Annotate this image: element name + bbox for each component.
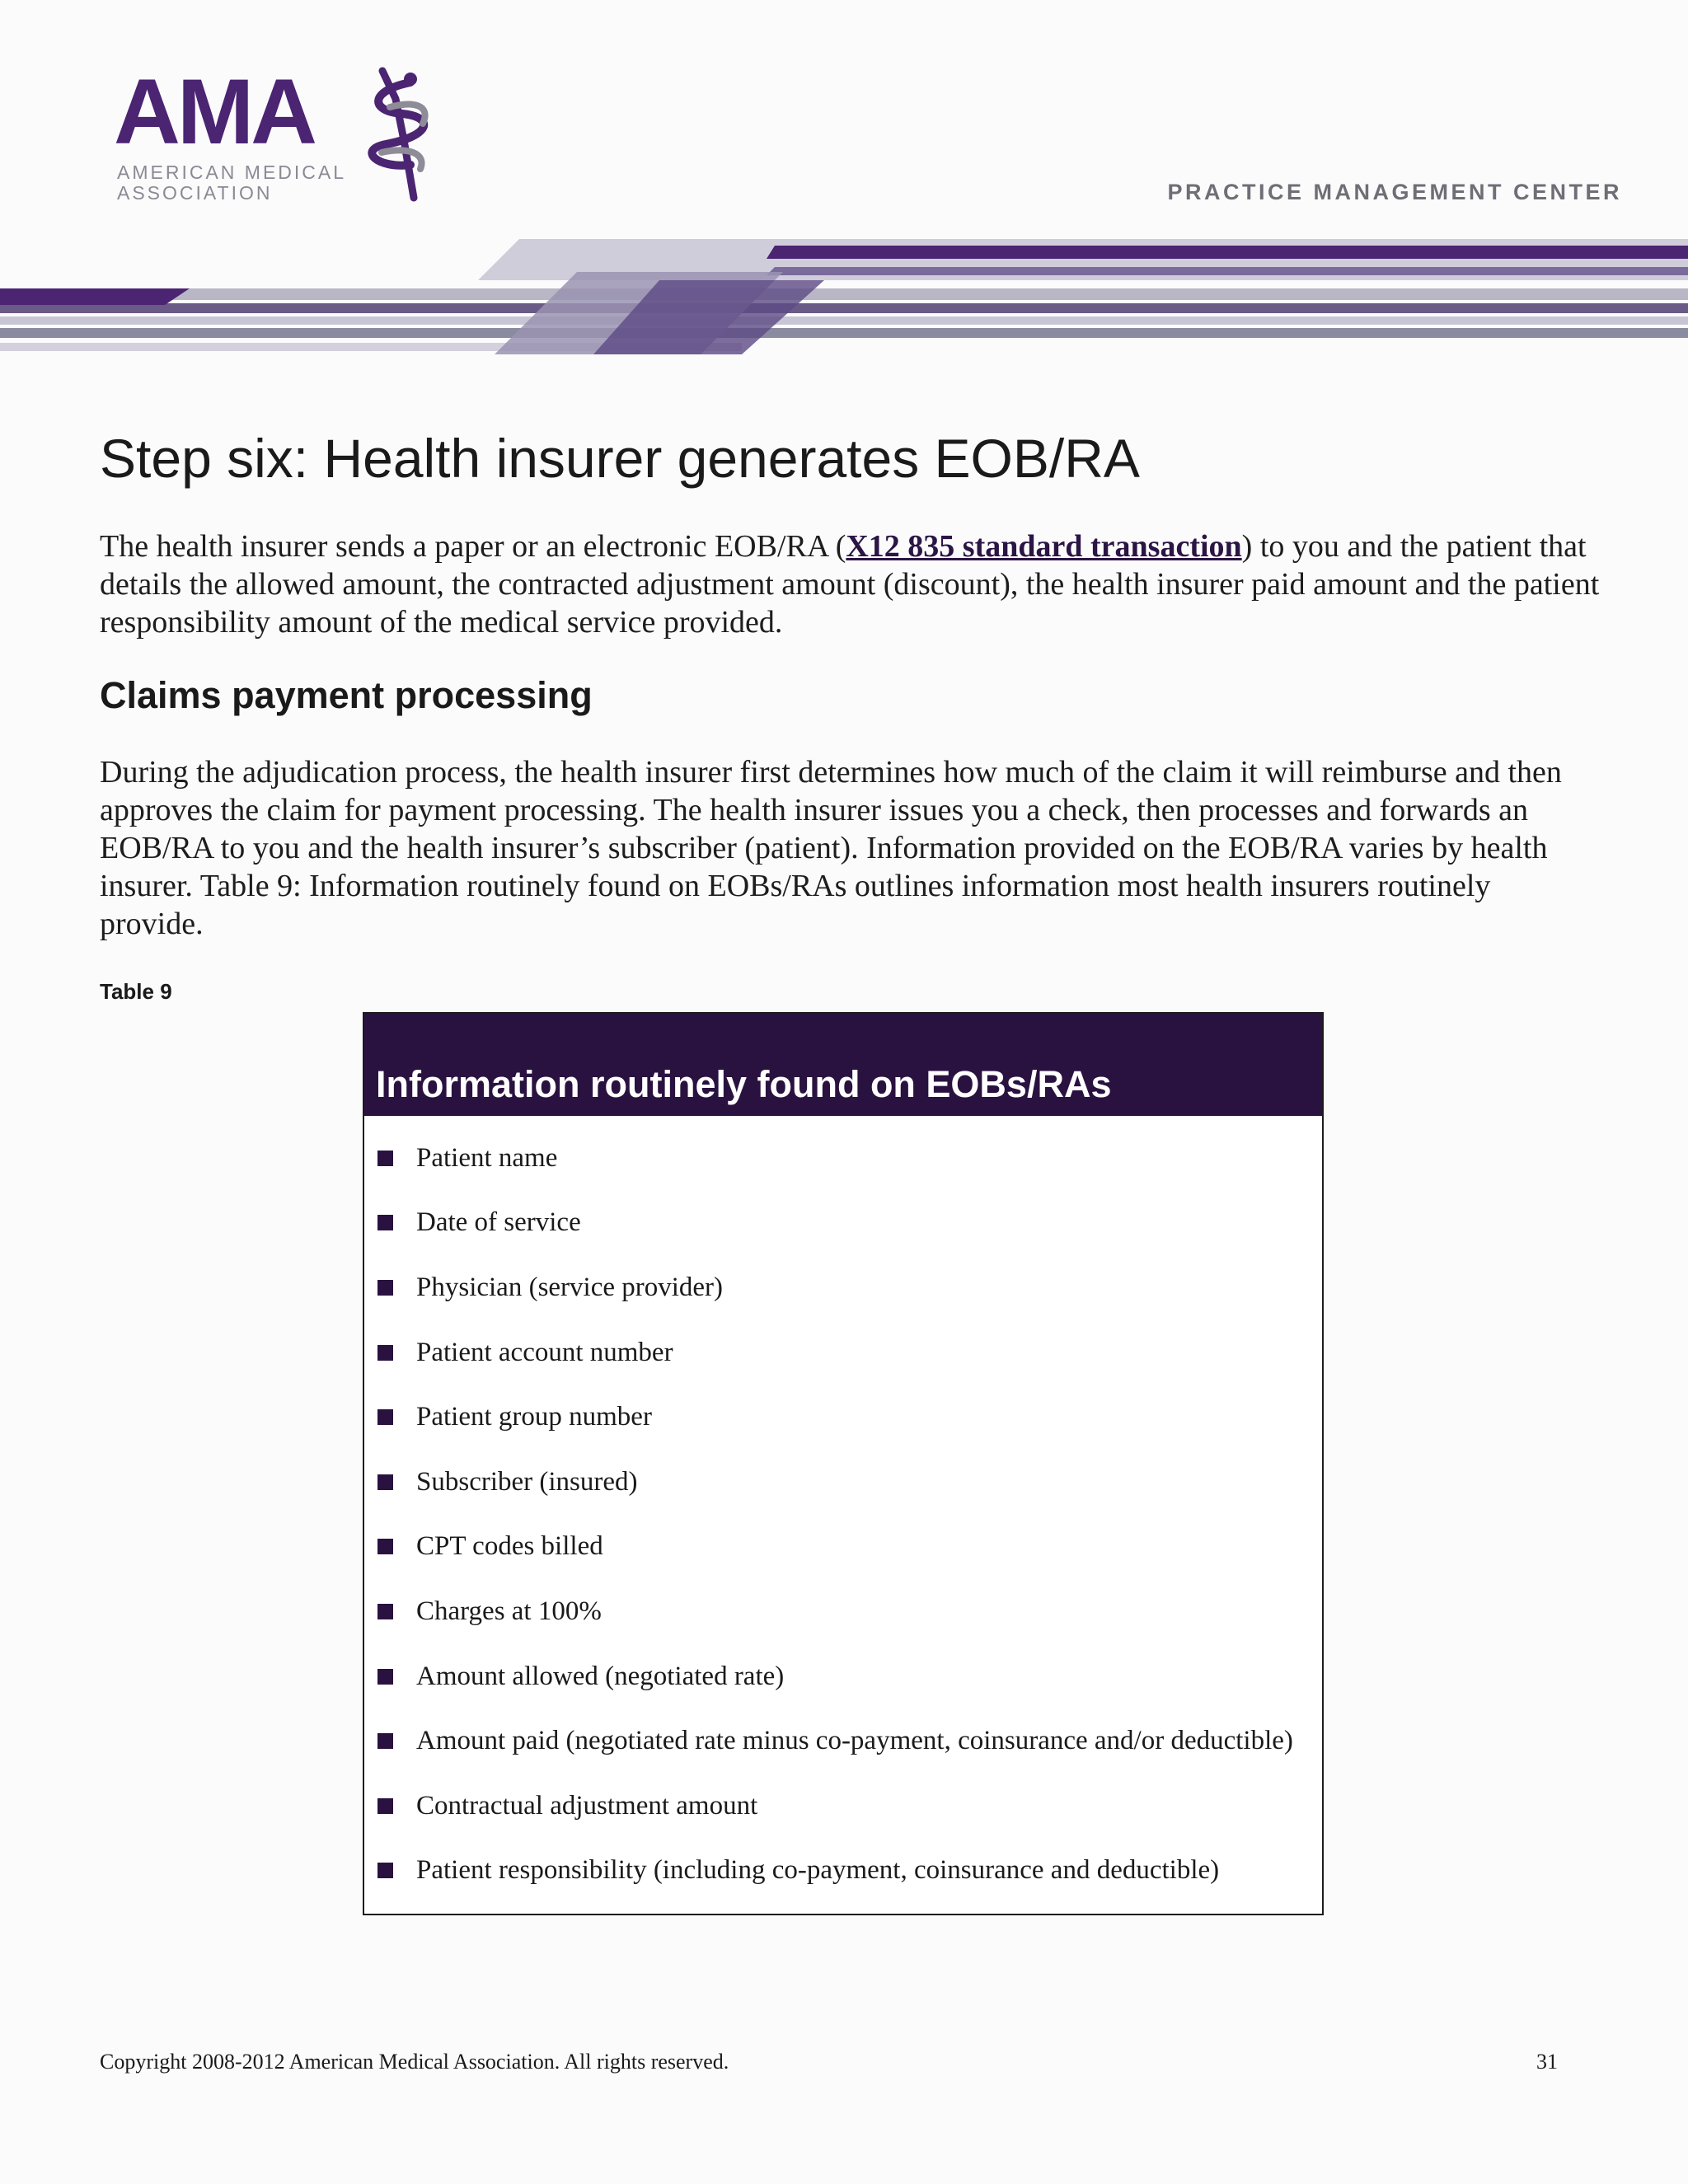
list-item-text: Patient name	[416, 1142, 558, 1173]
intro-paragraph	[100, 527, 1600, 641]
square-bullet-icon	[377, 1215, 393, 1230]
list-item	[364, 1774, 1322, 1839]
list-item	[364, 1191, 1322, 1256]
section-subheading: Claims payment processing	[100, 674, 593, 716]
table-header	[364, 1014, 1322, 1116]
list-item-text: Patient responsibility (including co-payment, coinsurance and deductible)	[416, 1855, 1220, 1886]
section-label: PRACTICE MANAGEMENT CENTER	[1167, 180, 1622, 204]
x12-835-link[interactable]: X12 835 standard transaction	[846, 529, 1242, 564]
list-item-text: Patient group number	[416, 1402, 652, 1432]
list-item	[364, 1450, 1322, 1515]
list-item	[364, 1579, 1322, 1644]
claims-paragraph: During the adjudication process, the health insurer first determines how much of the claim it will reimburse and then approves the claim for payment processing. The health insurer issues you a check, then processes and forwards an EOB/RA to you and the health insurer’s subscriber (patient). Information provided on the EOB/RA varies by health insurer. Table 9: Information routinely found on EOBs/RAs outlines information most health insurers routinely provide.	[100, 755, 1562, 941]
square-bullet-icon	[377, 1539, 393, 1554]
list-item-text: Physician (service provider)	[416, 1272, 724, 1302]
list-item	[364, 1644, 1322, 1709]
list-item	[364, 1839, 1322, 1904]
intro-text-start: The health insurer sends a paper or an electronic EOB/RA (	[100, 529, 846, 564]
list-item-text: Charges at 100%	[416, 1596, 602, 1626]
list-item-text: Contractual adjustment amount	[416, 1790, 758, 1821]
header-banner-graphic	[0, 239, 1688, 359]
table-item-list	[364, 1126, 1322, 1903]
copyright-text: Copyright 2008-2012 American Medical Association. All rights reserved.	[100, 2050, 729, 2074]
list-item-text: Subscriber (insured)	[416, 1466, 638, 1497]
list-item-text: Amount paid (negotiated rate minus co-payment, coinsurance and/or deductible)	[416, 1726, 1293, 1756]
logo-subtitle-line2: ASSOCIATION	[117, 182, 273, 204]
eob-info-table	[363, 1012, 1324, 1915]
square-bullet-icon	[377, 1280, 393, 1296]
table-heading: Information routinely found on EOBs/RAs	[376, 1063, 1112, 1105]
list-item-text: Patient account number	[416, 1337, 673, 1367]
intro-text-end: ) to you and the patient that details the allowed amount, the contracted adjustment amount (discount), the health insurer paid amount and the patient responsibility amount of the medical service provided.	[100, 529, 1600, 640]
square-bullet-icon	[377, 1798, 393, 1814]
logo-subtitle-line1: AMERICAN MEDICAL	[117, 162, 347, 183]
square-bullet-icon	[377, 1345, 393, 1361]
square-bullet-icon	[377, 1669, 393, 1685]
square-bullet-icon	[377, 1151, 393, 1166]
list-item	[364, 1515, 1322, 1580]
square-bullet-icon	[377, 1863, 393, 1878]
page-title: Step six: Health insurer generates EOB/RA	[100, 428, 1140, 489]
square-bullet-icon	[377, 1733, 393, 1749]
square-bullet-icon	[377, 1604, 393, 1619]
list-item-text: Amount allowed (negotiated rate)	[416, 1661, 785, 1691]
logo-wordmark: AMA	[114, 60, 315, 163]
table-label: Table 9	[100, 979, 172, 1004]
ama-logo	[114, 60, 427, 206]
list-item-text: CPT codes billed	[416, 1531, 603, 1562]
list-item	[364, 1708, 1322, 1774]
list-item-text: Date of service	[416, 1207, 581, 1238]
list-item	[364, 1320, 1322, 1385]
list-item	[364, 1385, 1322, 1450]
page-number: 31	[1536, 2050, 1558, 2074]
square-bullet-icon	[377, 1474, 393, 1490]
list-item	[364, 1126, 1322, 1191]
caduceus-icon	[353, 66, 443, 206]
list-item	[364, 1255, 1322, 1320]
square-bullet-icon	[377, 1409, 393, 1425]
